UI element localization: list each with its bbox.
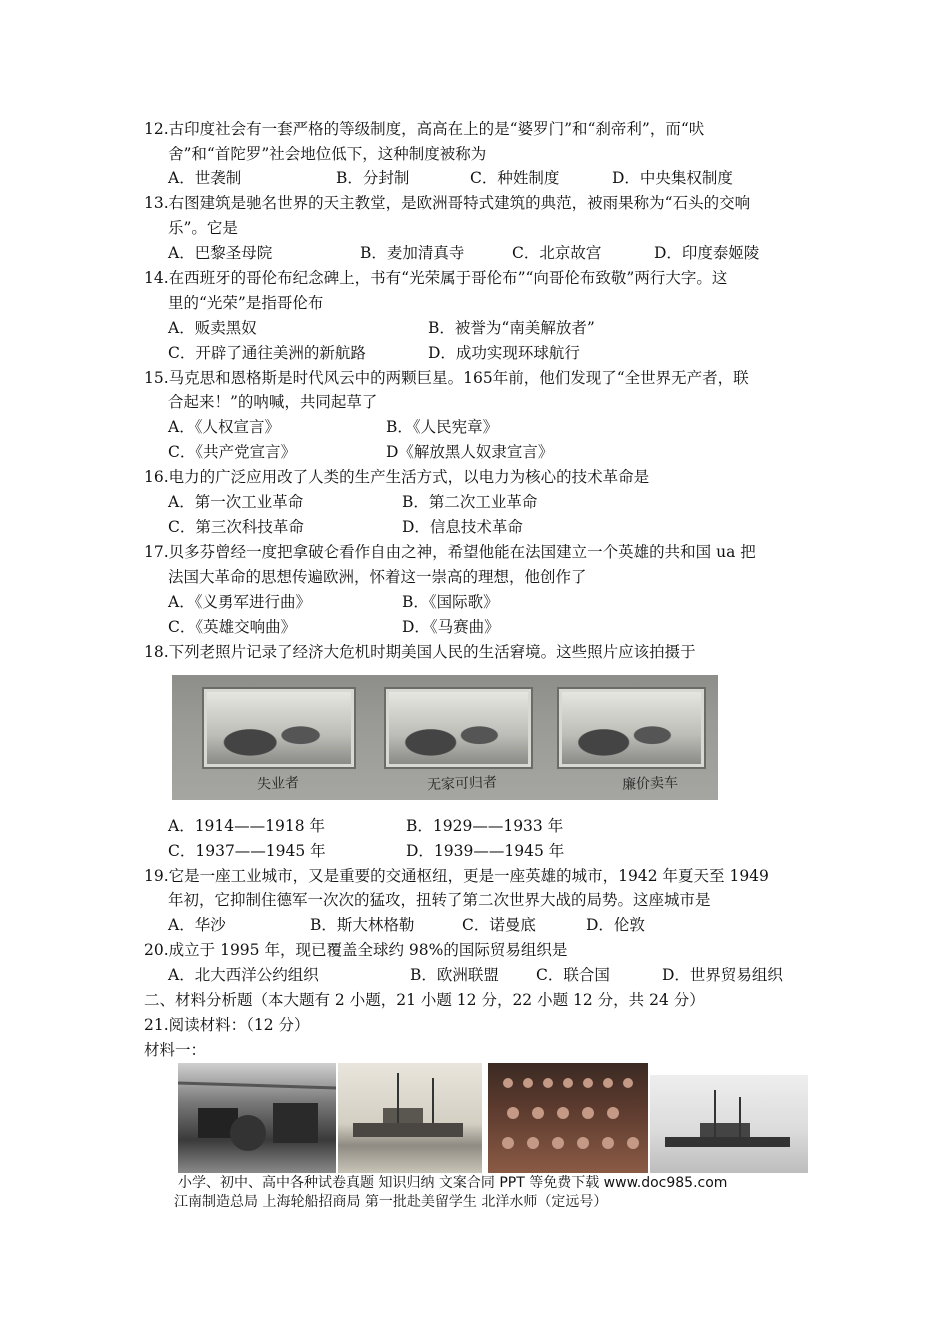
question-14-stem-line1: 14.在西班牙的哥伦布纪念碑上，书有“光荣属于哥伦布”“向哥伦布致敬”两行大字。这 <box>144 269 728 287</box>
question-14-stem-line2: 里的“光荣”是指哥伦布 <box>168 294 324 312</box>
question-12-option-b: B．分封制 <box>336 169 410 187</box>
question-18-option-c: C．1937——1945 年 <box>168 842 326 860</box>
question-15-option-a: A．《人权宣言》 <box>168 418 280 436</box>
question-16-option-d: D．信息技术革命 <box>402 518 523 536</box>
photo-dingyuan-warship <box>650 1075 808 1173</box>
question-20-option-a: A．北大西洋公约组织 <box>168 966 319 984</box>
question-19-stem-line1: 19.它是一座工业城市，又是重要的交通枢纽，更是一座英雄的城市，1942 年夏天至 1949 <box>144 867 769 885</box>
section-2-heading: 二、材料分析题（本大题有 2 小题，21 小题 12 分，22 小题 12 分，共 24 分） <box>144 991 705 1009</box>
photo-jiangnan-arsenal <box>178 1063 336 1173</box>
question-15-option-b: B．《人民宪章》 <box>386 418 499 436</box>
question-16-stem-line1: 16.电力的广泛应用改了人类的生产生活方式，以电力为核心的技术革命是 <box>144 468 650 486</box>
watermark-text: 小学、初中、高中各种试卷真题 知识归纳 文案合同 PPT 等免费下载 www.doc985.com <box>178 1175 728 1191</box>
photo-caption-3: 廉价卖车 <box>621 775 679 793</box>
great-depression-photos <box>172 675 718 800</box>
question-17-option-d: D．《马赛曲》 <box>402 618 500 636</box>
question-18-option-a: A．1914——1918 年 <box>168 817 326 835</box>
question-12-option-d: D．中央集权制度 <box>612 169 733 187</box>
question-14-option-d: D．成功实现环球航行 <box>428 344 580 362</box>
question-12-option-c: C．种姓制度 <box>470 169 560 187</box>
question-19-stem-line2: 年初，它抑制住德军一次次的猛攻，扭转了第二次世界大战的局势。这座城市是 <box>168 891 711 909</box>
question-19-option-d: D．伦敦 <box>586 916 645 934</box>
question-13-option-a: A．巴黎圣母院 <box>168 244 273 262</box>
material-1-label: 材料一： <box>144 1041 207 1059</box>
question-20-option-d: D．世界贸易组织 <box>662 966 783 984</box>
question-17-option-b: B．《国际歌》 <box>402 593 499 611</box>
question-18-option-b: B．1929——1933 年 <box>406 817 564 835</box>
question-15-stem-line1: 15.马克思和恩格斯是时代风云中的两颗巨星。165年前，他们发现了“全世界无产者，联 <box>144 369 749 387</box>
question-20-stem-line1: 20.成立于 1995 年，现已覆盖全球约 98%的国际贸易组织是 <box>144 941 568 959</box>
photo-shanghai-steamship <box>338 1063 482 1173</box>
question-21-heading: 21.阅读材料：（12 分） <box>144 1016 310 1034</box>
question-15-option-d: D《解放黑人奴隶宣言》 <box>386 443 554 461</box>
question-15-option-c: C．《共产党宣言》 <box>168 443 297 461</box>
question-20-option-b: B．欧洲联盟 <box>410 966 499 984</box>
question-17-stem-line2: 法国大革命的思想传遍欧洲，怀着这一崇高的理想，他创作了 <box>168 568 587 586</box>
question-14-option-b: B．被誉为“南美解放者” <box>428 319 595 337</box>
photo-homeless <box>384 687 533 769</box>
question-12-option-a: A．世袭制 <box>168 169 242 187</box>
question-16-option-c: C．第三次科技革命 <box>168 518 304 536</box>
question-14-option-a: A．贩卖黑奴 <box>168 319 257 337</box>
question-20-option-c: C．联合国 <box>536 966 610 984</box>
question-13-stem-line1: 13.右图建筑是驰名世界的天主教堂，是欧洲哥特式建筑的典范，被雨果称为“石头的交响 <box>144 194 751 212</box>
question-16-option-a: A．第一次工业革命 <box>168 493 304 511</box>
question-19-option-c: C．诺曼底 <box>462 916 536 934</box>
question-13-option-b: B．麦加清真寺 <box>360 244 465 262</box>
question-13-option-d: D．印度泰姬陵 <box>654 244 760 262</box>
photo-unemployed <box>202 687 356 769</box>
question-12-stem-line1: 12.古印度社会有一套严格的等级制度，高高在上的是“婆罗门”和“刹帝利”，而“吠 <box>144 120 705 138</box>
material-captions: 江南制造总局 上海轮船招商局 第一批赴美留学生 北洋水师（定远号） <box>174 1194 608 1210</box>
photo-caption-1: 失业者 <box>256 775 300 793</box>
question-18-option-d: D．1939——1945 年 <box>406 842 565 860</box>
photo-first-students-to-usa <box>488 1063 648 1173</box>
question-18-stem-line1: 18.下列老照片记录了经济大危机时期美国人民的生活窘境。这些照片应该拍摄于 <box>144 643 696 661</box>
photo-car-sale <box>557 687 706 769</box>
question-17-option-a: A．《义勇军进行曲》 <box>168 593 311 611</box>
question-15-stem-line2: 合起来！”的呐喊，共同起草了 <box>168 393 378 411</box>
question-13-option-c: C．北京故宫 <box>512 244 602 262</box>
question-19-option-b: B．斯大林格勒 <box>310 916 415 934</box>
question-17-option-c: C．《英雄交响曲》 <box>168 618 297 636</box>
question-12-stem-line2: 舍”和“首陀罗”社会地位低下，这种制度被称为 <box>168 145 487 163</box>
question-14-option-c: C．开辟了通往美洲的新航路 <box>168 344 366 362</box>
photo-caption-2: 无家可归者 <box>426 774 498 794</box>
question-13-stem-line2: 乐”。它是 <box>168 219 238 237</box>
question-16-option-b: B．第二次工业革命 <box>402 493 538 511</box>
question-17-stem-line1: 17.贝多芬曾经一度把拿破仑看作自由之神，希望他能在法国建立一个英雄的共和国 ua 把 <box>144 543 756 561</box>
question-19-option-a: A．华沙 <box>168 916 226 934</box>
